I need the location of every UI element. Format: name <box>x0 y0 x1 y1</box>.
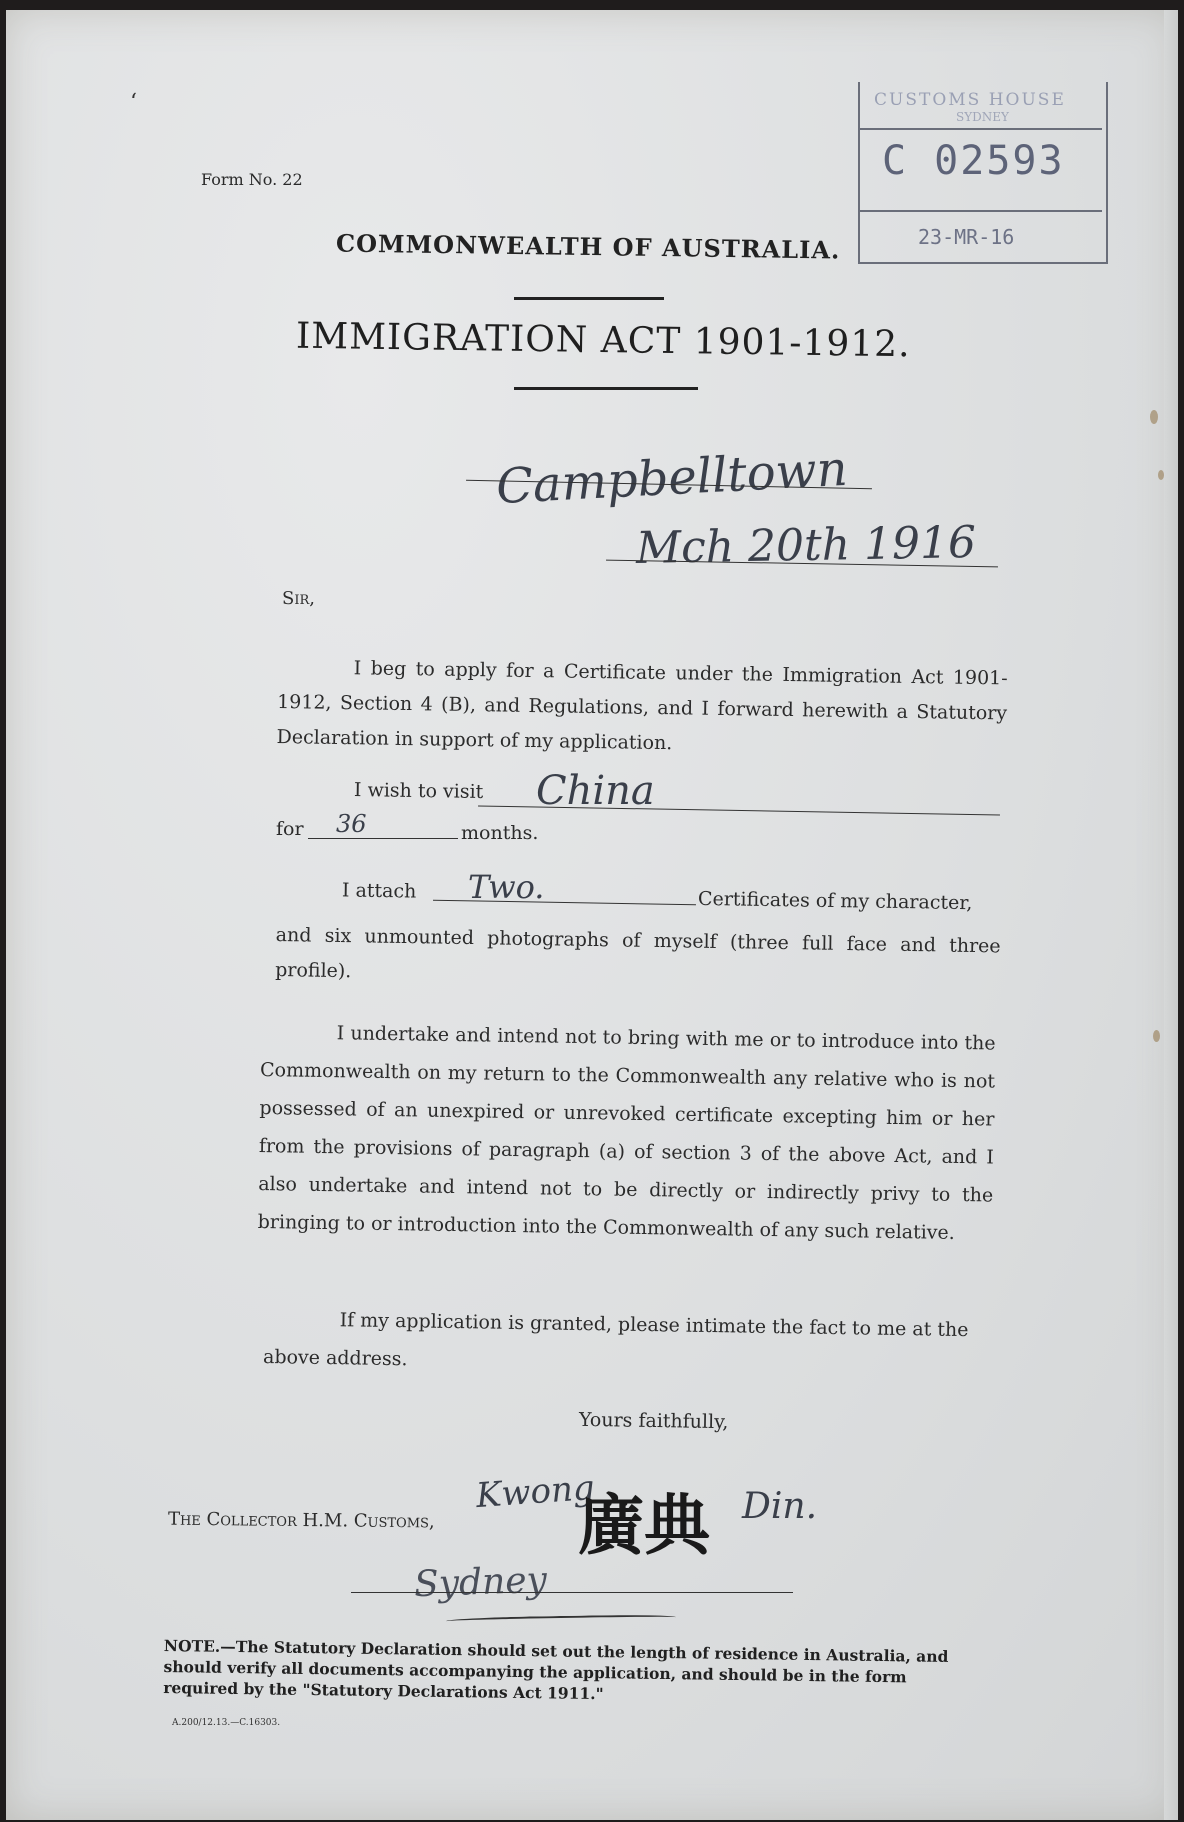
header-commonwealth: COMMONWEALTH OF AUSTRALIA. <box>335 228 841 265</box>
signature-romanized-2: Din. <box>742 1486 818 1527</box>
note-text: The Statutory Declaration should set out the length of residence in Australia, and should verify all documents accompanying the application, and should be in the form required by the "Statutory Declarations Act 1911." <box>163 1637 949 1704</box>
paper-stain <box>1158 470 1164 480</box>
paragraph-apply-text: I beg to apply for a Certificate under the Immigration Act 1901-1912, Section 4 (B), and Regulations, and I forward herewith a Statutory Declaration in support of my application. <box>276 657 1008 755</box>
certificates-count: Two. <box>468 868 545 906</box>
note <box>163 1635 984 1709</box>
months-label: months. <box>461 822 539 844</box>
header-rule-2 <box>514 387 698 390</box>
collector-address: The Collector H.M. Customs, <box>167 1508 435 1533</box>
paragraph-undertake-text: I undertake and intend not to bring with me or to introduce into the Commonwealth on my return to the Commonwealth any relative who is not possessed of an unexpired or unrevoked certificate excepting him or her from the provisions of paragraph (a) of section 3 of the above Act, and I also undertake and intend not to be directly or indirectly privy to the bringing to or introduction into the Commonwealth of any such relative. <box>257 1022 996 1244</box>
addressee-underline <box>351 1592 793 1593</box>
attach-label: I attach <box>341 879 417 903</box>
for-label: for <box>276 818 304 840</box>
stamp-divider <box>858 128 1102 130</box>
paragraph-intimate <box>263 1300 999 1388</box>
paragraph-photographs: and six unmounted photographs of myself (three full face and three profile). <box>275 923 1001 983</box>
paragraph-intimate-text: If my application is granted, please intimate the fact to me at the above address. <box>262 1309 969 1371</box>
corner-mark: ʻ <box>130 90 137 115</box>
handwritten-place: Campbelltown <box>494 440 849 516</box>
paper-stain <box>1153 1030 1160 1042</box>
paper-stain <box>1150 410 1158 424</box>
salutation: Sir, <box>282 588 315 609</box>
stamp-sub-text: SYDNEY <box>956 110 1009 124</box>
visit-label: I wish to visit <box>353 778 484 804</box>
stamp-divider-2 <box>858 210 1102 212</box>
for-underline <box>308 838 458 839</box>
handwritten-date: Mch 20th 1916 <box>635 517 977 574</box>
closing: Yours faithfully, <box>578 1408 729 1434</box>
stamp-date: 23-MR-16 <box>918 225 1015 249</box>
signature-chinese: 廣典 <box>578 1487 710 1564</box>
page-edge <box>1164 10 1178 1820</box>
visit-country: China <box>536 768 655 814</box>
footer-code: A.200/12.13.—C.16303. <box>172 1718 281 1728</box>
certificates-label: Certificates of my character, <box>697 887 973 915</box>
header-act: IMMIGRATION ACT 1901-1912. <box>295 315 911 366</box>
form-number: Form No. 22 <box>201 170 303 189</box>
paragraph-apply <box>276 650 1008 766</box>
months-value: 36 <box>336 810 367 838</box>
stamp-top-text: CUSTOMS HOUSE <box>874 90 1066 110</box>
signature-romanized: Kwong <box>474 1467 596 1517</box>
document-page <box>6 10 1178 1820</box>
header-rule <box>514 297 664 300</box>
flourish-line <box>446 1614 676 1626</box>
paragraph-undertake <box>257 1013 995 1253</box>
stamp-number: C 02593 <box>882 138 1065 184</box>
note-label: NOTE.— <box>163 1635 236 1657</box>
addressee-city: Sydney <box>413 1559 548 1606</box>
